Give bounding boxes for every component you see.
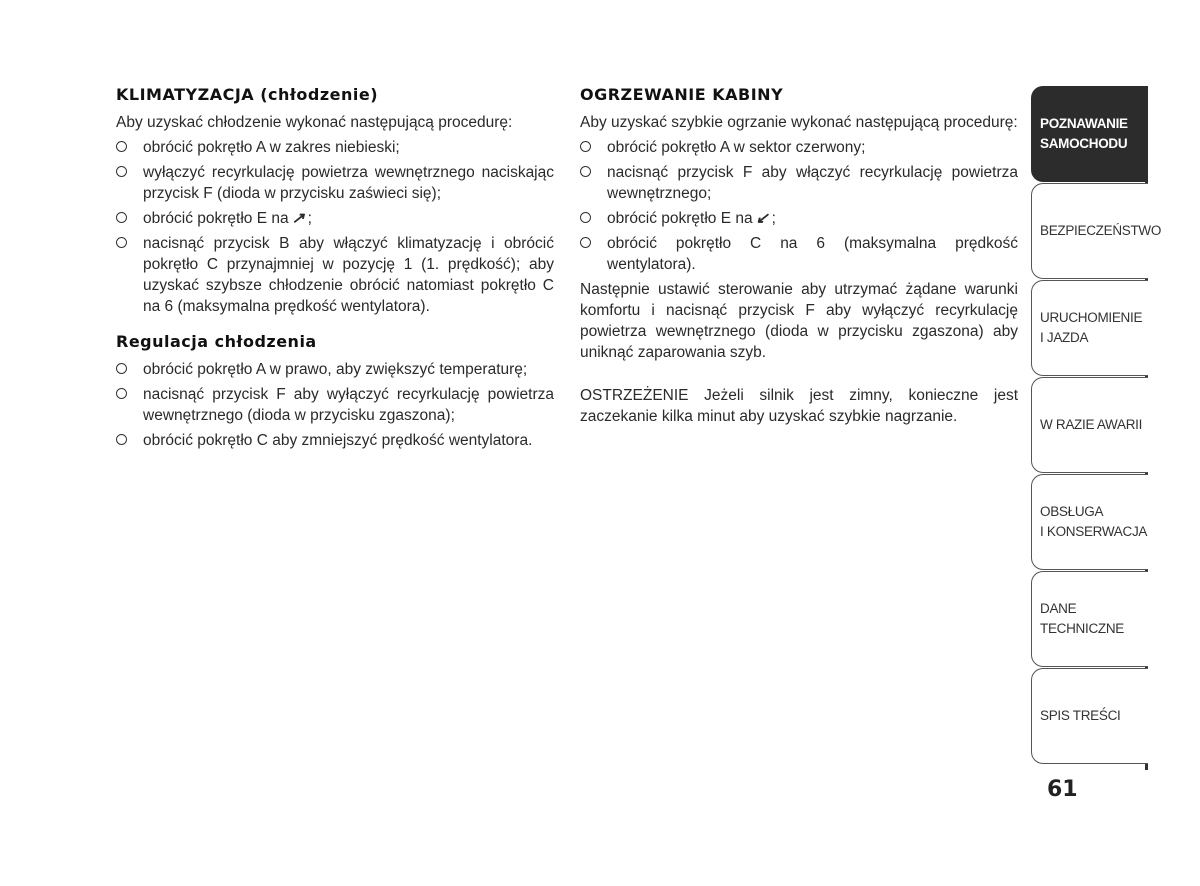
tab-uruchomienie-i-jazda[interactable]: URUCHOMIENIE I JAZDA (1031, 280, 1148, 376)
section-intro: Aby uzyskać szybkie ogrzanie wykonać następującą procedurę: (580, 114, 1018, 131)
procedure-list (116, 359, 554, 451)
fan-windscreen-icon: ↗ (291, 210, 305, 227)
section-title-ogrzewanie: OGRZEWANIE KABINY (580, 85, 784, 104)
bullet-icon (116, 237, 127, 248)
bullet-icon (116, 388, 127, 399)
list-item: nacisnąć przycisk B aby włączyć klimatyzację i obrócić pokrętło C przynajmniej w pozycję 1 (1. prędkość); aby uzyskać szybsze chłodzenie obrócić natomiast pokrętło C na 6 (maksymalna prędkość wentylatora). (116, 233, 554, 317)
section-title-regulacja: Regulacja chłodzenia (116, 332, 317, 351)
bullet-icon (116, 166, 127, 177)
bullet-icon (116, 212, 127, 223)
list-item: obrócić pokrętło C aby zmniejszyć prędkość wentylatora. (116, 430, 554, 451)
tab-obsluga-i-konserwacja[interactable]: OBSŁUGA I KONSERWACJA (1031, 474, 1148, 570)
list-item: obrócić pokrętło A w sektor czerwony; (580, 137, 1018, 158)
page-number: 61 (1047, 777, 1078, 802)
bullet-icon (580, 212, 591, 223)
list-item: obrócić pokrętło A w prawo, aby zwiększyć temperaturę; (116, 359, 554, 380)
chapter-tabs (1031, 86, 1162, 765)
fan-floor-icon: ↙ (755, 210, 769, 227)
tab-w-razie-awarii[interactable]: W RAZIE AWARII (1031, 377, 1148, 473)
tab-poznawanie-samochodu[interactable]: POZNAWANIE SAMOCHODU (1031, 86, 1148, 182)
warning-paragraph: OSTRZEŻENIE Jeżeli silnik jest zimny, konieczne jest zaczekanie kilka minut aby uzyskać szybkie nagrzanie. (580, 387, 1018, 425)
bullet-icon (580, 166, 591, 177)
bullet-icon (116, 434, 127, 445)
left-column (116, 84, 554, 455)
list-item: obrócić pokrętło E na ↗ ; (116, 208, 554, 229)
procedure-list (116, 137, 554, 317)
tab-bezpieczenstwo[interactable]: BEZPIECZEŃSTWO (1031, 183, 1148, 279)
list-item: obrócić pokrętło A w zakres niebieski; (116, 137, 554, 158)
tab-spis-tresci[interactable]: SPIS TREŚCI (1031, 668, 1148, 764)
bullet-icon (116, 363, 127, 374)
list-item: obrócić pokrętło E na ↙ ; (580, 208, 1018, 229)
section-intro: Aby uzyskać chłodzenie wykonać następującą procedurę: (116, 114, 513, 131)
followup-paragraph: Następnie ustawić sterowanie aby utrzymać żądane warunki komfortu i nacisnąć przycisk F aby wyłączyć recyrkulację powietrza wewnętrznego (dioda w przycisku zgaszona) aby uniknąć zaparowania szyb. (580, 281, 1018, 361)
right-column (580, 84, 1018, 431)
bullet-icon (116, 141, 127, 152)
list-item: nacisnąć przycisk F aby wyłączyć recyrkulację powietrza wewnętrznego (dioda w przycisku zgaszona); (116, 384, 554, 426)
list-item: nacisnąć przycisk F aby włączyć recyrkulację powietrza wewnętrznego; (580, 162, 1018, 204)
list-item: obrócić pokrętło C na 6 (maksymalna prędkość wentylatora). (580, 233, 1018, 275)
section-title-klimatyzacja: KLIMATYZACJA (chłodzenie) (116, 85, 379, 104)
procedure-list (580, 137, 1018, 275)
tab-dane-techniczne[interactable]: DANE TECHNICZNE (1031, 571, 1148, 667)
list-item: wyłączyć recyrkulację powietrza wewnętrznego naciskając przycisk F (dioda w przycisku zaświeci się); (116, 162, 554, 204)
bullet-icon (580, 237, 591, 248)
bullet-icon (580, 141, 591, 152)
